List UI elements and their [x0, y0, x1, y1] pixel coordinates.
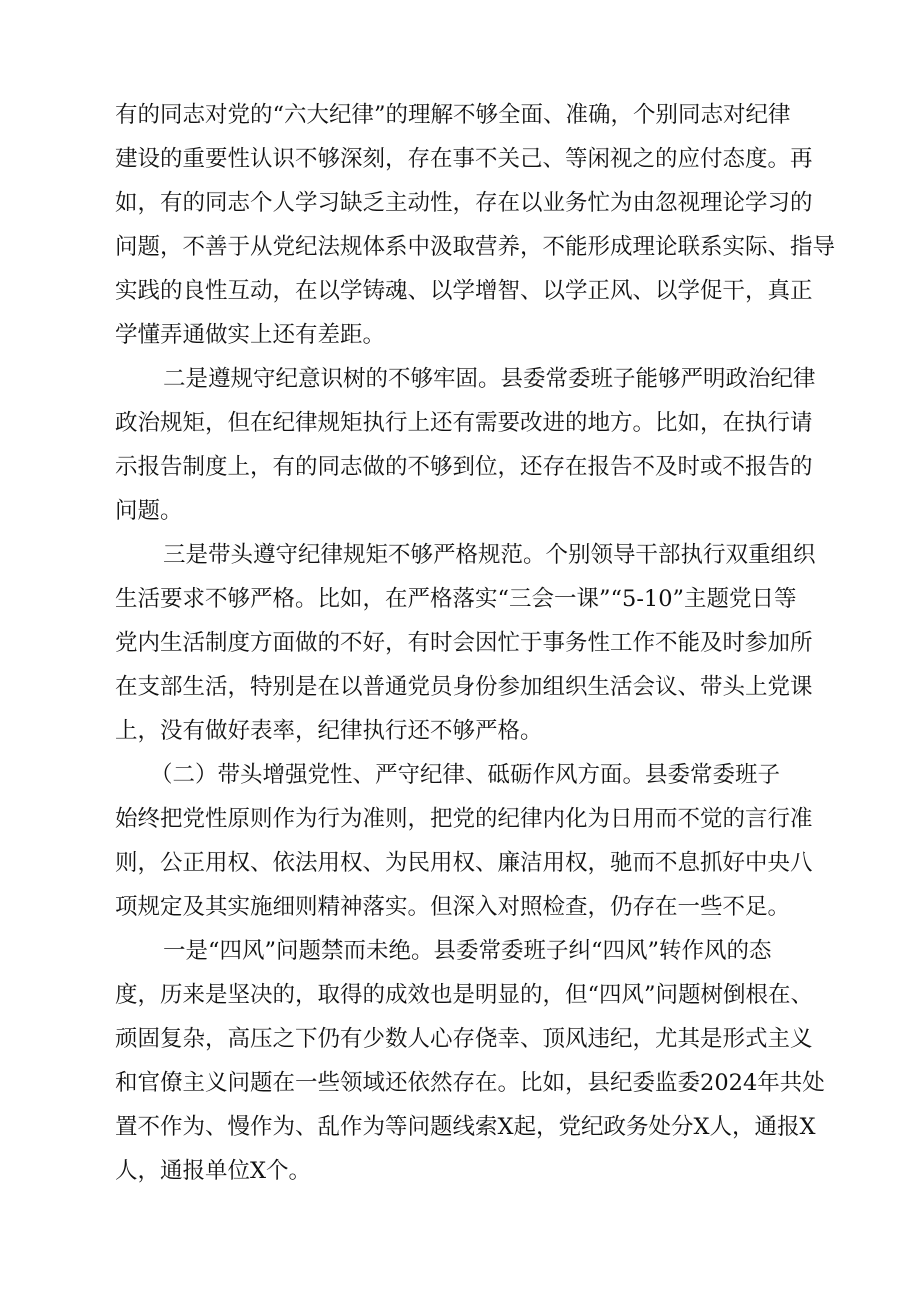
text-line: 和官僚主义问题在一些领域还依然存在。比如，县纪委监委2024年共处 — [115, 1070, 825, 1096]
text-line: 如，有的同志个人学习缺乏主动性，存在以业务忙为由忽视理论学习的 — [115, 190, 813, 216]
text-line: 项规定及其实施细则精神落实。但深入对照检查，仍存在一些不足。 — [115, 894, 791, 920]
text-line: 示报告制度上，有的同志做的不够到位，还存在报告不及时或不报告的 — [115, 454, 813, 480]
text-line: 一是“四风”问题禁而未绝。县委常委班子纠“四风”转作风的态 — [163, 938, 772, 964]
text-line: 生活要求不够严格。比如，在严格落实“三会一课”“5-10”主题党日等 — [115, 586, 797, 612]
text-line: 顽固复杂，高压之下仍有少数人心存侥幸、顶风违纪，尤其是形式主义 — [115, 1026, 813, 1052]
text-line: 上，没有做好表率，纪律执行还不够严格。 — [115, 718, 543, 744]
text-line: 有的同志对党的“六大纪律”的理解不够全面、准确，个别同志对纪律 — [115, 102, 791, 128]
text-line: 问题。 — [115, 498, 183, 524]
text-line: 始终把党性原则作为行为准则，把党的纪律内化为日用而不觉的言行准 — [115, 806, 813, 832]
text-line: 三是带头遵守纪律规矩不够严格规范。个别领导干部执行双重组织 — [163, 542, 816, 568]
text-line: 学懂弄通做实上还有差距。 — [115, 322, 386, 348]
text-line: 二是遵规守纪意识树的不够牢固。县委常委班子能够严明政治纪律 — [163, 366, 816, 392]
text-line: 置不作为、慢作为、乱作为等问题线索X起，党纪政务处分X人，通报X — [115, 1114, 816, 1140]
text-line: 度，历来是坚决的，取得的成效也是明显的，但“四风”问题树倒根在、 — [115, 982, 814, 1008]
section-heading-line: （二）带头增强党性、严守纪律、砥砺作风方面。县委常委班子 — [150, 762, 781, 788]
text-line: 问题，不善于从党纪法规体系中汲取营养，不能形成理论联系实际、指导 — [115, 234, 836, 260]
text-line: 建设的重要性认识不够深刻，存在事不关己、等闲视之的应付态度。再 — [115, 146, 813, 172]
text-line: 党内生活制度方面做的不好，有时会因忙于事务性工作不能及时参加所 — [115, 630, 813, 656]
text-line: 在支部生活，特别是在以普通党员身份参加组织生活会议、带头上党课 — [115, 674, 813, 700]
text-line: 则，公正用权、依法用权、为民用权、廉洁用权，驰而不息抓好中央八 — [115, 850, 813, 876]
text-line: 人，通报单位X个。 — [115, 1158, 312, 1184]
text-line: 实践的良性互动，在以学铸魂、以学增智、以学正风、以学促干，真正 — [115, 278, 813, 304]
text-line: 政治规矩，但在纪律规矩执行上还有需要改进的地方。比如，在执行请 — [115, 410, 813, 436]
